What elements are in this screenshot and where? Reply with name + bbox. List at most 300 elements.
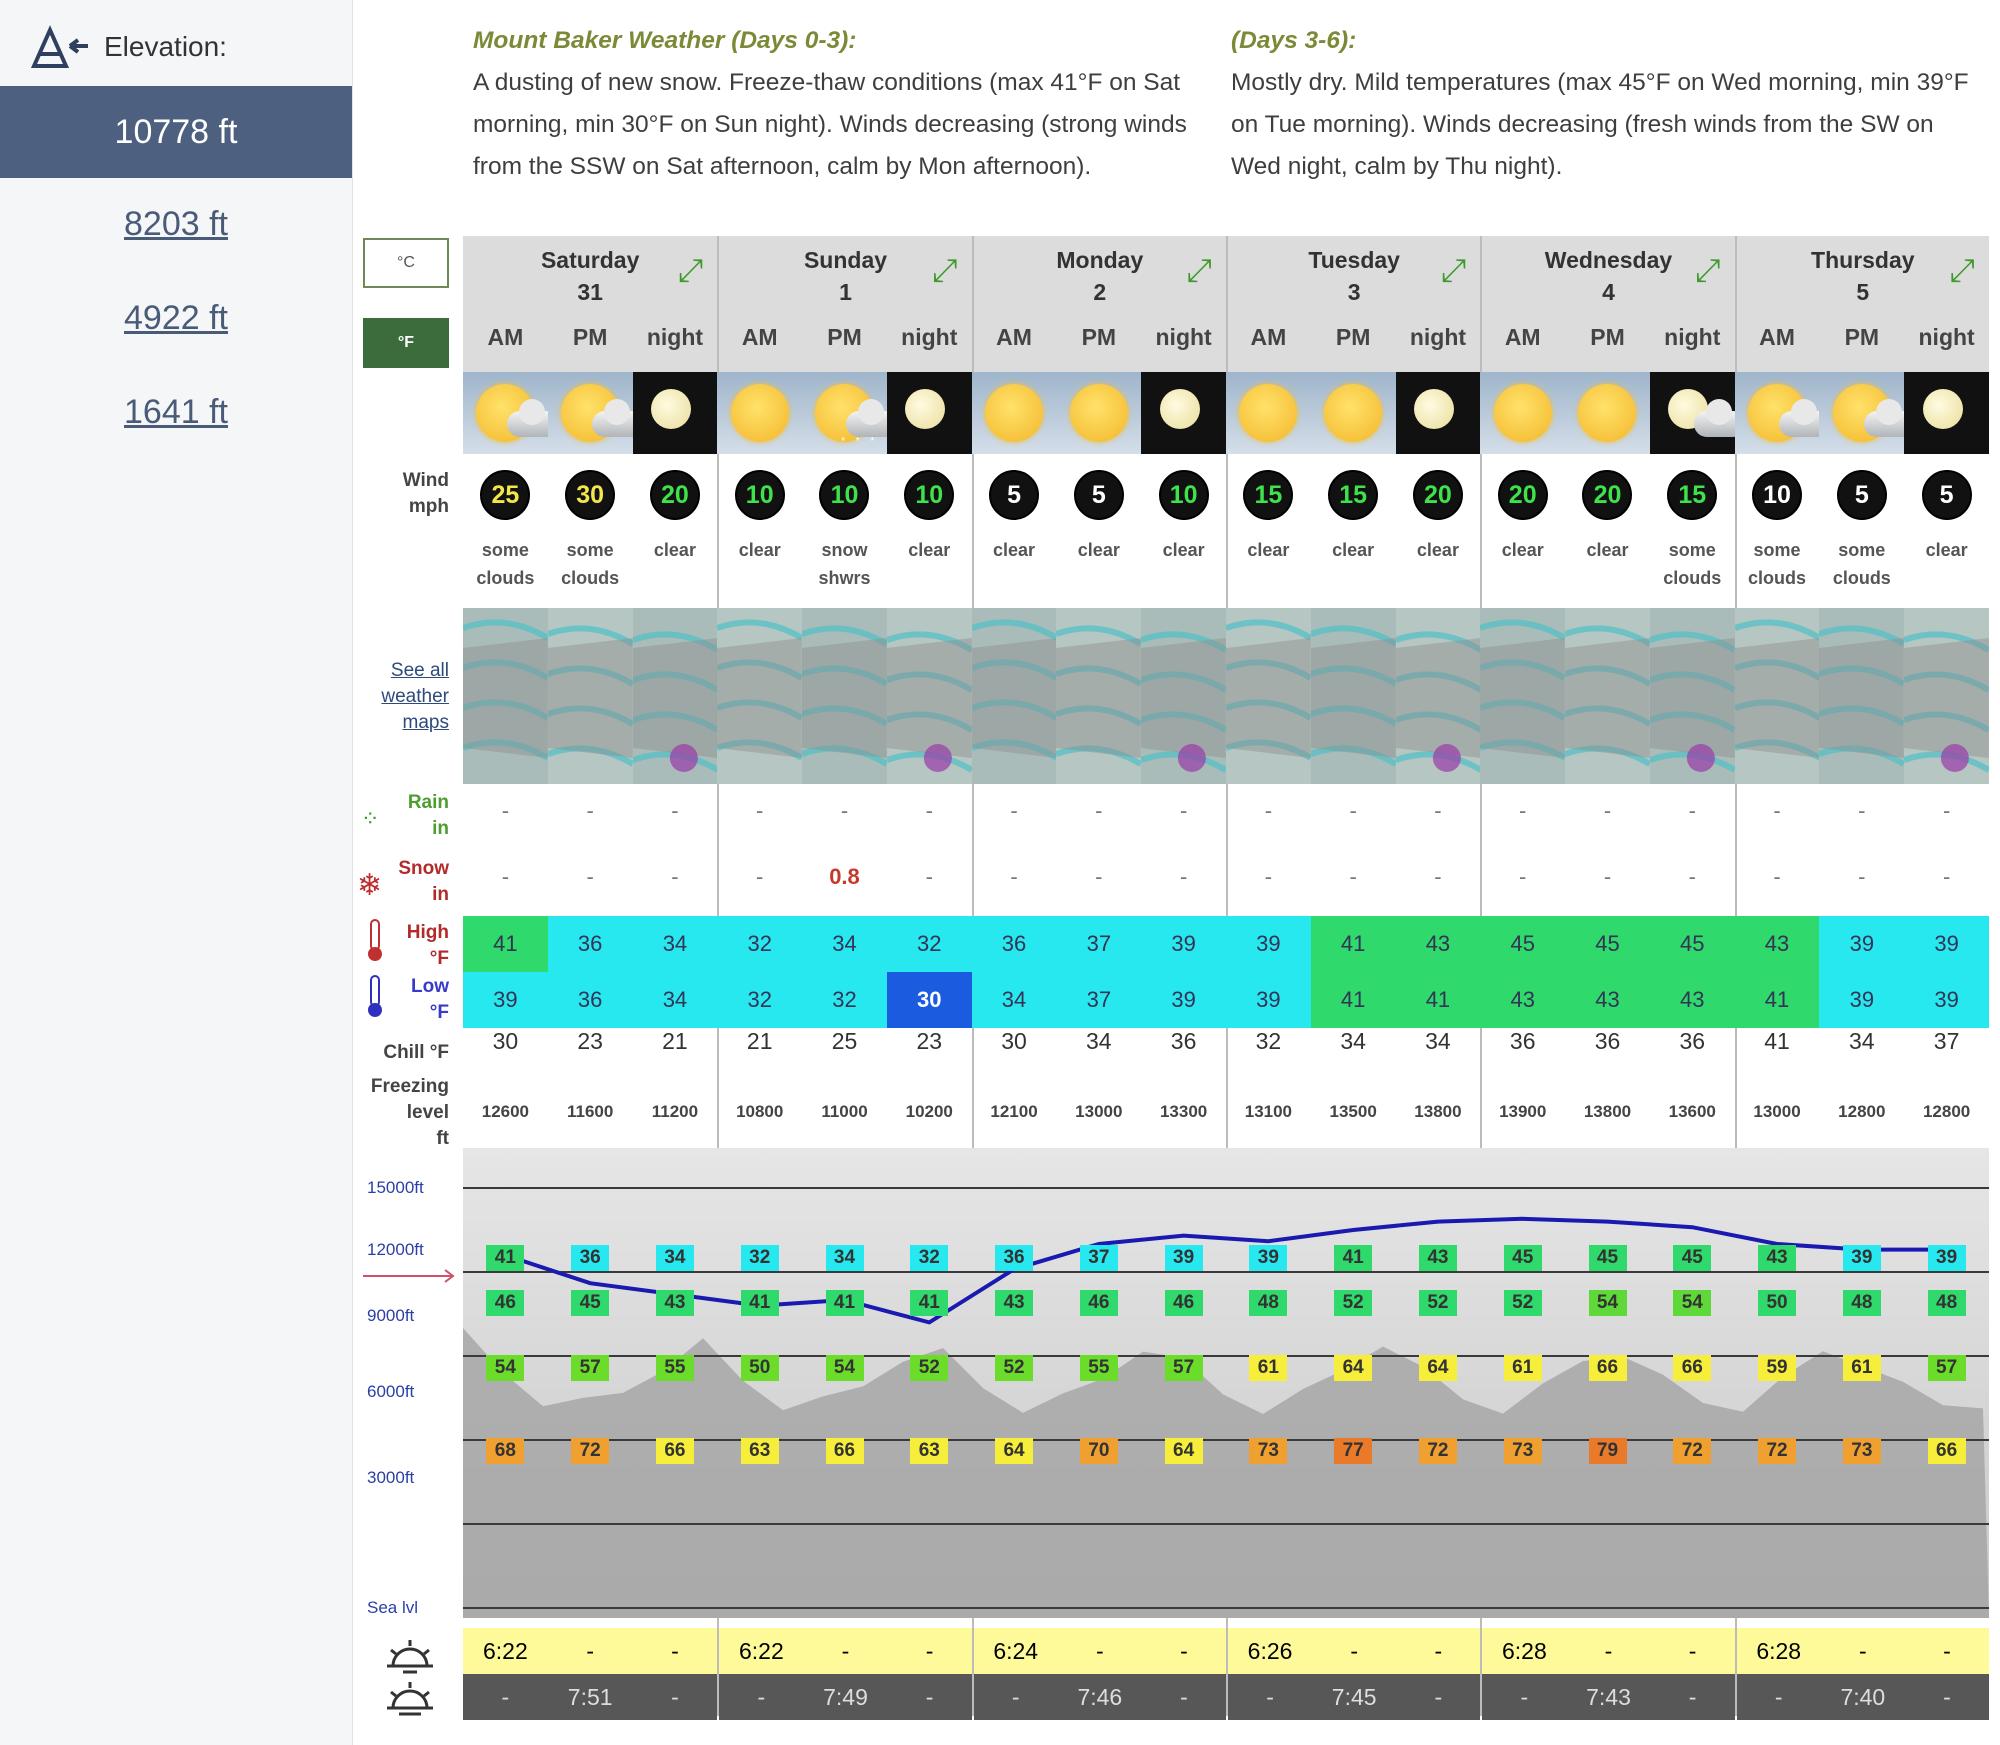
summary-days-0-3 [473,20,1213,188]
profile-temperature-badge: 41 [910,1290,948,1316]
sunset-time: - [1520,1683,1529,1710]
wind-chill-value: 34 [1849,1028,1875,1054]
low-unit-label: °F [429,1002,449,1023]
expand-day-icon[interactable]: ⤢ [1186,252,1212,288]
row-labels [353,0,455,1745]
profile-temperature-badge: 48 [1249,1290,1287,1316]
sun-icon [1494,384,1552,442]
condition-label [887,536,972,564]
weather-map-thumbnail[interactable] [1819,608,1904,784]
weather-map-thumbnail[interactable] [972,608,1057,784]
profile-temperature-badge: 37 [1080,1245,1118,1271]
rain-amount: - [1179,798,1188,823]
freezing-level-value: 12800 [1838,1102,1886,1121]
wind-chill-value: 23 [577,1028,603,1054]
weather-icon-cell [548,372,633,454]
time-of-day-label: AM [996,324,1032,350]
rain-amount: - [925,798,933,823]
sunrise-time: - [841,1637,850,1664]
profile-temperature-badge: 36 [571,1245,609,1271]
celsius-toggle[interactable]: °C [363,238,449,288]
wind-speed-badge: 10 [1752,470,1802,520]
weather-icon-cell [717,372,802,454]
weather-icon-cell [1565,372,1650,454]
condition-label [1480,536,1565,564]
condition-line-1: clear [1077,540,1120,560]
high-temp-cell: 43 [1735,916,1820,972]
high-temp-cell: 32 [717,916,802,972]
sunrise-row [1482,1628,1734,1674]
weather-map-thumbnail[interactable] [463,608,548,784]
condition-line-1: clear [1416,540,1459,560]
profile-temperature-badge: 48 [1843,1290,1881,1316]
elevation-label: Elevation: [104,31,227,62]
sunset-time: - [1180,1683,1188,1710]
profile-temperature-badge: 55 [656,1355,694,1381]
profile-temperature-badge: 52 [995,1355,1033,1381]
weather-map-thumbnail[interactable] [1396,608,1481,784]
sun-icon [1578,384,1636,442]
freezing-level-value: 13900 [1499,1102,1547,1121]
condition-label [463,536,548,592]
high-temp-cell: 45 [1565,916,1650,972]
low-temp-cell: 41 [1735,972,1820,1028]
condition-line-1: some [1753,540,1801,560]
freezing-level-value: 13300 [1159,1102,1208,1121]
profile-temperature-badge: 41 [1334,1245,1372,1271]
condition-label [1056,536,1141,564]
day-name-text: Sunday [803,247,888,273]
time-of-day-label: night [1918,324,1975,350]
wind-speed-badge: 5 [989,470,1039,520]
weather-map-thumbnail[interactable] [887,608,972,784]
profile-temperature-badge: 66 [656,1438,694,1464]
sunrise-time: - [925,1637,934,1664]
condition-line-1: clear [1162,540,1205,560]
snow-amount: - [1858,864,1866,889]
condition-label [1396,536,1481,564]
weather-map-thumbnail[interactable] [1735,608,1820,784]
sunrise-row [1737,1628,1989,1674]
weather-icon-cell [1735,372,1820,454]
moon-icon [905,389,945,429]
weather-text[interactable]: weather [381,686,449,707]
condition-line-1: clear [1247,540,1290,560]
condition-line-1: some [566,540,614,560]
sunset-time: 7:49 [823,1683,868,1710]
fahrenheit-toggle[interactable]: °F [363,318,449,368]
wind-chill-value: 37 [1933,1028,1960,1054]
sun-icon [1239,384,1297,442]
expand-day-icon[interactable]: ⤢ [1695,252,1721,288]
condition-label [1311,536,1396,564]
snow-label-text: Snow [398,858,449,879]
rain-label-text: Rain [407,792,449,813]
snow-amount: - [501,864,510,889]
condition-label [1819,536,1904,592]
profile-temperature-badge: 52 [1419,1290,1457,1316]
weather-icon-cell [633,372,718,454]
condition-line-1: clear [1586,540,1629,560]
day-date-text: 2 [1093,279,1107,305]
day-date-text: 1 [839,279,852,305]
weather-map-thumbnail[interactable] [1650,608,1735,784]
profile-temperature-badge: 54 [1673,1290,1711,1316]
low-temp-cell: 39 [1819,972,1904,1028]
sunrise-row [1228,1628,1480,1674]
profile-temperature-badge: 45 [571,1290,609,1316]
freezing-level-value: 11600 [566,1102,614,1121]
weather-map-thumbnail[interactable] [1226,608,1311,784]
snow-amount: - [1095,864,1103,889]
profile-temperature-badge: 39 [1249,1245,1287,1271]
wind-speed-badge: 10 [735,470,785,520]
rain-amount: - [1349,798,1357,823]
freezing-level-value: 13800 [1583,1102,1632,1121]
time-of-day-label: night [1664,324,1721,350]
profile-temperature-badge: 41 [741,1290,779,1316]
condition-line-1: clear [653,540,696,560]
moon-icon [1160,389,1200,429]
high-label-text: High [406,922,449,943]
elevation-panel [0,0,352,1745]
weather-map-thumbnail[interactable] [548,608,633,784]
sunrise-time: 6:24 [993,1637,1039,1664]
rain-amount: - [1688,798,1696,823]
condition-label [802,536,887,592]
expand-day-icon[interactable]: ⤢ [932,252,958,288]
profile-temperature-badge: 66 [1928,1438,1966,1464]
summary-heading-left: Mount Baker Weather (Days 0-3): [473,27,857,54]
profile-temperature-badge: 61 [1504,1355,1542,1381]
high-temp-cell: 36 [548,916,633,972]
condition-line-2: clouds [1748,568,1807,588]
weather-icon-cell [1141,372,1226,454]
profile-temperature-badge: 66 [1589,1355,1627,1381]
sunset-row [463,1674,717,1720]
weather-map-thumbnail[interactable] [1480,608,1565,784]
elevation-option-bottom[interactable]: 1641 ft [124,392,228,431]
rain-amount: - [1773,798,1781,823]
wind-chill-value: 30 [1001,1028,1027,1054]
freezing-level-value: 13600 [1668,1102,1716,1121]
snow-amount: - [1603,864,1612,889]
snow-shower-icon: * * * [841,435,879,447]
maps-text[interactable]: maps [402,712,449,733]
profile-temperature-badge: 45 [1504,1245,1542,1271]
profile-label-12000: 12000ft [367,1240,424,1259]
snow-label [398,856,449,908]
expand-day-icon[interactable]: ⤢ [677,252,704,288]
sunrise-time: 6:28 [1502,1637,1547,1664]
weather-map-thumbnail[interactable] [1904,608,1989,784]
day-name-text: Saturday [540,247,640,273]
condition-label [717,536,802,564]
low-temp-cell: 39 [1904,972,1989,1028]
chill-label: Chill °F [383,1042,449,1063]
profile-temperature-badge: 63 [910,1438,948,1464]
high-temp-cell: 39 [1141,916,1226,972]
profile-temperature-badge: 50 [1758,1290,1796,1316]
sunset-time: - [1943,1683,1951,1710]
wind-speed-badge: 10 [1159,470,1209,520]
wind-chill-value: 32 [1255,1028,1282,1054]
condition-label [633,536,718,564]
freezing-level-value: 10800 [736,1102,784,1121]
condition-line-1: clear [908,540,951,560]
condition-line-1: snow [821,540,868,560]
condition-line-1: clear [993,540,1036,560]
sunrise-time: - [1688,1637,1697,1664]
freezing-level-value: 13000 [1753,1102,1801,1121]
rain-amount: - [840,798,849,823]
elevation-option-top[interactable]: 10778 ft [0,86,352,178]
high-temp-cell: 32 [887,916,972,972]
weather-icon-cell [1819,372,1904,454]
profile-temperature-badge: 59 [1758,1355,1796,1381]
sunset-row [719,1674,971,1720]
profile-temperature-badge: 64 [1165,1438,1203,1464]
snow-unit-label: in [432,884,449,905]
low-temp-cell: 43 [1480,972,1565,1028]
time-of-day-label: PM [572,324,608,350]
sunrise-time: 6:26 [1247,1637,1293,1664]
wind-speed-badge: 20 [1498,470,1548,520]
weather-icon-cell [972,372,1057,454]
elevation-option-mid[interactable]: 4922 ft [124,298,228,337]
profile-temperature-badge: 32 [741,1245,779,1271]
high-temp-cell: 36 [972,916,1057,972]
profile-temperature-badge: 43 [1758,1245,1796,1271]
low-temp-cell: 43 [1650,972,1735,1028]
weather-map-thumbnail[interactable] [1311,608,1396,784]
snow-amount: - [1773,864,1781,889]
condition-label [1141,536,1226,564]
high-temp-cell: 45 [1650,916,1735,972]
elevation-option-upper[interactable]: 8203 ft [124,204,228,243]
time-of-day-label: AM [1759,324,1795,350]
rain-amount: - [1519,798,1527,823]
wind-speed-badge: 5 [1074,470,1124,520]
profile-temperature-badge: 73 [1504,1438,1542,1464]
weather-icon-cell [1226,372,1311,454]
wind-chill-value: 36 [1509,1028,1536,1054]
sunrise-time: - [1434,1637,1443,1664]
time-of-day-label: PM [1590,324,1625,350]
sunset-icon [383,1680,437,1720]
wind-chill-value: 36 [1594,1028,1621,1054]
condition-line-1: clear [1501,540,1544,560]
low-temp-cell: 32 [717,972,802,1028]
profile-temperature-badge: 77 [1334,1438,1372,1464]
low-temp-cell: 36 [548,972,633,1028]
wind-chill-value: 25 [831,1028,858,1054]
moon-icon [1414,389,1454,429]
profile-temperature-badge: 73 [1249,1438,1287,1464]
weather-map-thumbnail[interactable] [717,608,802,784]
forecast-table [352,0,1988,1745]
summary-days-3-6 [1231,20,1971,188]
see-all-text[interactable]: See all [390,660,449,681]
profile-temperature-badge: 43 [656,1290,694,1316]
wind-chill-value: 21 [746,1028,773,1054]
wind-speed-badge: 5 [1837,470,1887,520]
high-temp-cell: 39 [1226,916,1311,972]
freezing-level-line [505,1219,1946,1323]
profile-temperature-badge: 57 [1165,1355,1203,1381]
wind-speed-badge: 15 [1667,470,1717,520]
sunset-time: - [671,1683,679,1710]
time-of-day-label: night [901,324,958,350]
condition-label [1565,536,1650,564]
weather-map-thumbnail[interactable] [1141,608,1226,784]
time-of-day-label: AM [1504,324,1541,350]
rain-amount: - [1010,798,1018,823]
profile-temperature-badge: 36 [995,1245,1033,1271]
low-label-text: Low [411,976,449,997]
wind-chill-value: 30 [492,1028,519,1054]
time-of-day-label: night [1409,324,1467,350]
summary-text-left: A dusting of new snow. Freeze-thaw conditions (max 41°F on Sat morning, min 30°F on Sun night). Winds decreasing (strong winds from the SSW on Sat afternoon, calm by Mon afternoon). [473,69,1187,180]
profile-temperature-badge: 52 [910,1355,948,1381]
profile-temperature-badge: 39 [1165,1245,1203,1271]
weather-map-thumbnail[interactable] [802,608,887,784]
sunset-time: - [1434,1683,1443,1710]
sunset-time: - [1011,1683,1020,1710]
profile-temperature-badge: 66 [1673,1355,1711,1381]
see-all-maps-link[interactable] [381,658,449,736]
low-temp-cell: 34 [972,972,1057,1028]
condition-label [1650,536,1735,592]
snow-amount: - [671,864,679,889]
high-temp-cell: 45 [1480,916,1565,972]
profile-label-6000: 6000ft [367,1382,415,1401]
profile-temperature-badge: 46 [1165,1290,1203,1316]
condition-line-1: clear [1925,540,1968,560]
expand-day-icon[interactable]: ⤢ [1440,252,1467,288]
condition-line-1: clear [738,540,781,560]
thermometer-high-icon [365,918,385,964]
high-temp-cell: 41 [463,916,548,972]
profile-temperature-badge: 46 [1080,1290,1118,1316]
day-date-text: 5 [1856,279,1870,305]
profile-temperature-badge: 45 [1589,1245,1627,1271]
snow-amount: - [1942,864,1951,889]
rain-amount: - [671,798,679,823]
weather-map-thumbnail[interactable] [633,608,718,784]
day-name-text: Monday [1056,247,1144,273]
low-temp-cell: 43 [1565,972,1650,1028]
sunset-time: - [501,1683,510,1710]
low-temp-cell: 41 [1311,972,1396,1028]
profile-temperature-badge: 46 [486,1290,524,1316]
high-temp-cell: 34 [633,916,718,972]
freezing-level-label [371,1074,449,1152]
wind-speed-badge: 30 [565,470,615,520]
profile-temperature-badge: 45 [1673,1245,1711,1271]
day-date-text: 31 [577,279,603,305]
sunset-time: - [757,1683,766,1710]
high-unit-label: °F [429,948,449,969]
day-date-text: 4 [1602,279,1615,305]
profile-temperature-badge: 63 [741,1438,779,1464]
wind-speed-badge: 10 [904,470,954,520]
low-temp-cell: 37 [1056,972,1141,1028]
sun-icon [1324,384,1382,442]
profile-temperature-badge: 57 [1928,1355,1966,1381]
time-of-day-label: PM [1844,324,1880,350]
sun-icon [731,384,789,442]
sunset-time: - [1266,1683,1274,1710]
low-temp-cell: 34 [633,972,718,1028]
wind-speed-badge: 20 [650,470,700,520]
weather-icon-cell [1056,372,1141,454]
freezing-level-value: 13100 [1244,1102,1293,1121]
high-temp-cell: 39 [1904,916,1989,972]
freezing-level-value: 12100 [990,1102,1038,1121]
wind-chill-value: 34 [1425,1028,1451,1054]
high-temp-cell: 43 [1396,916,1481,972]
rain-amount: - [1264,798,1273,823]
snow-amount: - [1264,864,1273,889]
time-of-day-label: night [1155,324,1212,350]
condition-label [1904,536,1989,564]
freezing-level-value: 13800 [1414,1102,1462,1121]
low-temp-cell: 30 [887,972,972,1028]
profile-temperature-badge: 54 [826,1355,864,1381]
condition-line-2: clouds [476,568,535,588]
snow-amount: - [925,864,933,889]
sunrise-time: 6:22 [739,1637,784,1664]
wind-chill-value: 23 [916,1028,943,1054]
low-temp-cell: 39 [463,972,548,1028]
sunrise-time: 6:22 [483,1637,528,1664]
profile-temperature-badge: 52 [1504,1290,1542,1316]
summary-text-right: Mostly dry. Mild temperatures (max 45°F on Wed morning, min 39°F on Tue morning). Winds decreasing (fresh winds from the SW on Wed night, calm by Thu night). [1231,69,1969,180]
sunset-time: 7:51 [567,1683,613,1710]
time-of-day-label: PM [1081,324,1117,350]
profile-temperature-badge: 64 [995,1438,1033,1464]
profile-temperature-badge: 64 [1419,1355,1457,1381]
sunset-row [1228,1674,1480,1720]
sunrise-time: - [1604,1637,1613,1664]
wind-chill-value: 41 [1764,1028,1790,1054]
wind-chill-value: 36 [1679,1028,1706,1054]
rain-amount: - [1095,798,1103,823]
profile-temperature-badge: 32 [910,1245,948,1271]
profile-temperature-badge: 54 [1589,1290,1627,1316]
elevation-header [30,22,227,72]
temperature-profile [463,1148,1989,1618]
sunrise-time: - [586,1637,594,1664]
weather-icon-cell [463,372,548,454]
wind-chill-value: 36 [1170,1028,1197,1054]
weather-map-thumbnail[interactable] [1056,608,1141,784]
snow-amount: - [756,864,764,889]
condition-label [972,536,1057,564]
sunrise-time: - [1858,1637,1867,1664]
weather-map-thumbnail[interactable] [1565,608,1650,784]
sunrise-icon [383,1636,437,1676]
wind-label [403,468,449,520]
snow-amount: - [586,864,594,889]
snow-amount: - [1010,864,1018,889]
low-temp-cell: 39 [1226,972,1311,1028]
snow-amount: - [1688,864,1696,889]
wind-speed-badge: 20 [1582,470,1632,520]
profile-label-15000: 15000ft [367,1178,424,1197]
expand-day-icon[interactable]: ⤢ [1949,252,1975,288]
